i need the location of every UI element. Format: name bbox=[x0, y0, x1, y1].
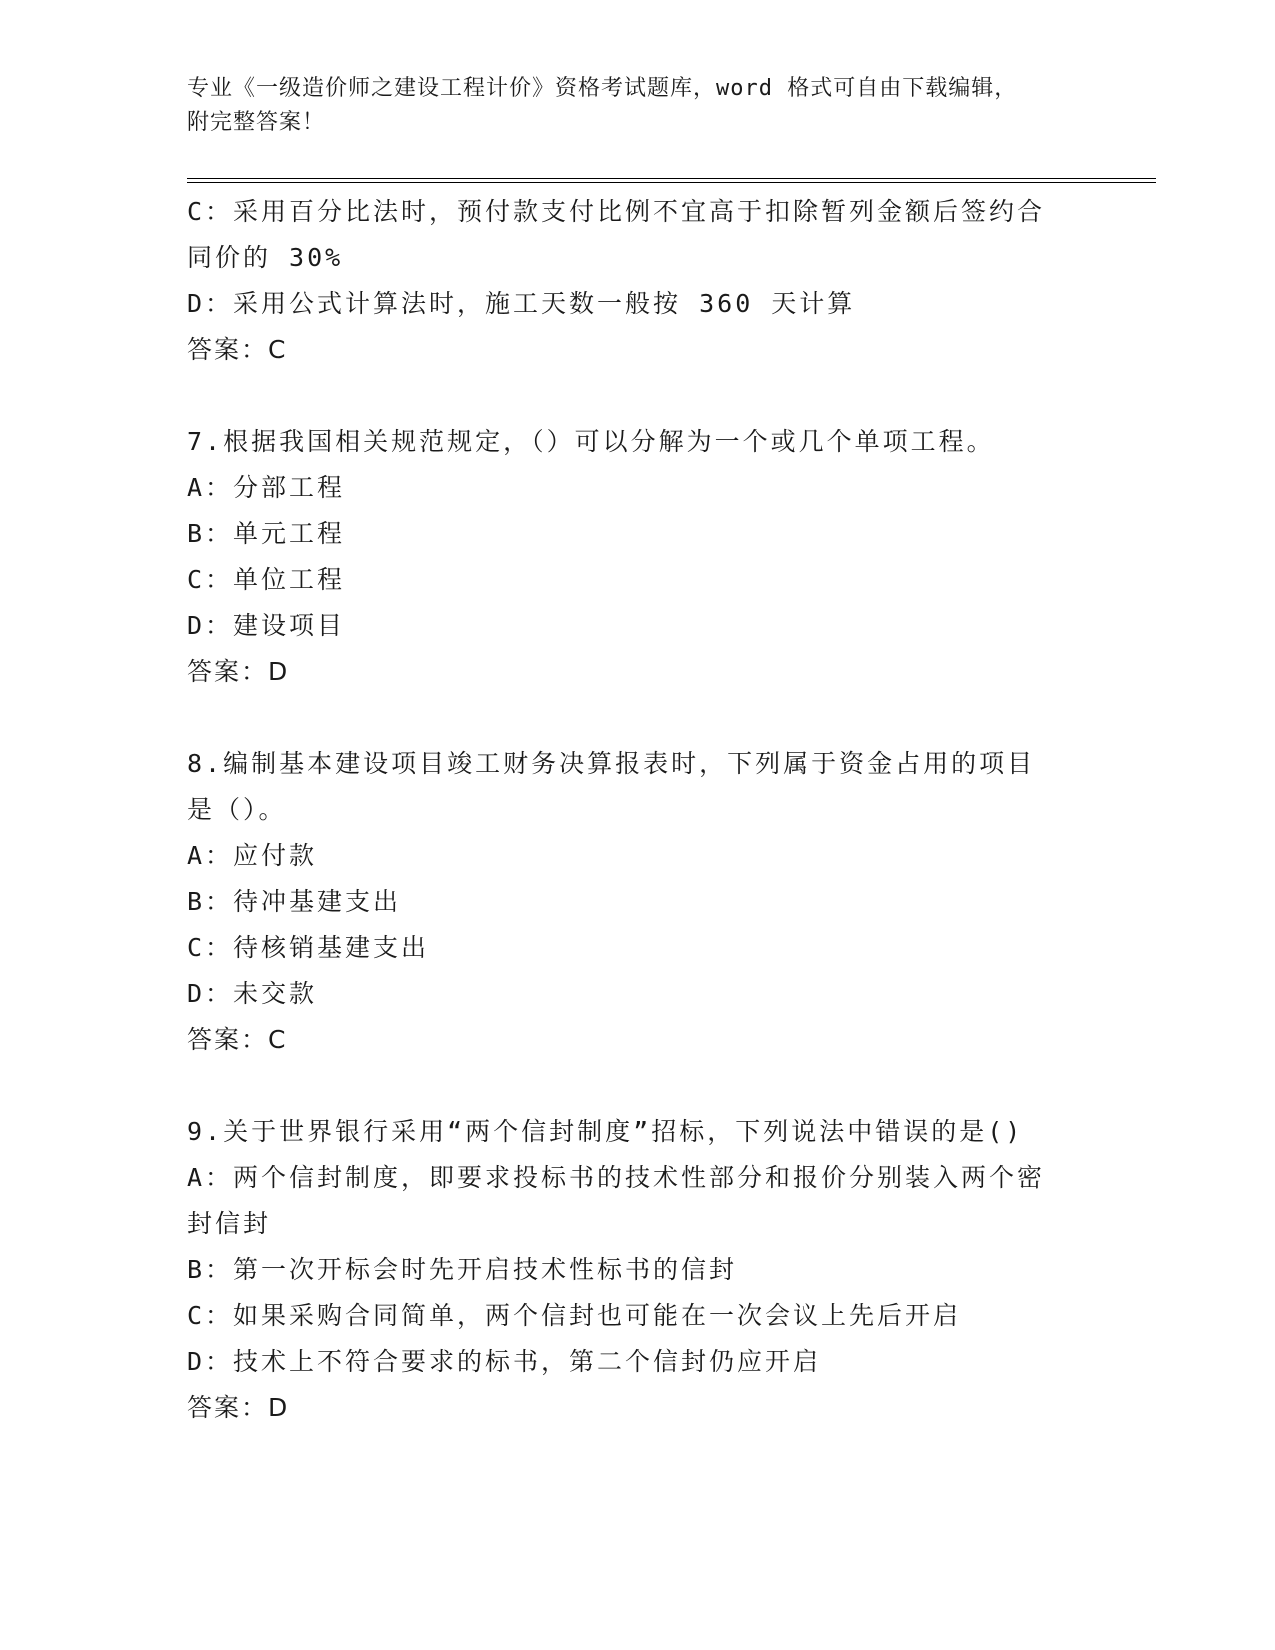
document-header bbox=[187, 72, 1087, 140]
header-divider-bottom bbox=[187, 182, 1156, 183]
option-c: C：单位工程 bbox=[187, 565, 346, 594]
option-a: A：应付款 bbox=[187, 841, 318, 870]
option-c-line-1: C：采用百分比法时，预付款支付比例不宜高于扣除暂列金额后签约合 bbox=[187, 197, 1046, 226]
answer: 答案：C bbox=[187, 335, 288, 364]
option-c-line-2: 同价的 30% bbox=[187, 243, 344, 272]
spacer bbox=[187, 695, 1107, 741]
option-d: D：未交款 bbox=[187, 979, 318, 1008]
question-stem: 7.根据我国相关规范规定，（）可以分解为一个或几个单项工程。 bbox=[187, 427, 995, 456]
option-a: A：分部工程 bbox=[187, 473, 346, 502]
question-6-tail bbox=[187, 189, 1107, 373]
option-b: B：待冲基建支出 bbox=[187, 887, 402, 916]
question-list bbox=[187, 189, 1107, 1431]
answer: 答案：C bbox=[187, 1025, 288, 1054]
header-line-2: 附完整答案！ bbox=[187, 110, 326, 135]
option-c: C：如果采购合同简单，两个信封也可能在一次会议上先后开启 bbox=[187, 1301, 962, 1330]
option-c: C：待核销基建支出 bbox=[187, 933, 430, 962]
spacer bbox=[187, 373, 1107, 419]
option-d: D：建设项目 bbox=[187, 611, 346, 640]
option-b: B：第一次开标会时先开启技术性标书的信封 bbox=[187, 1255, 738, 1284]
question-stem-line-2: 是（）。 bbox=[187, 795, 287, 824]
option-d: D：技术上不符合要求的标书，第二个信封仍应开启 bbox=[187, 1347, 822, 1376]
question-7 bbox=[187, 419, 1107, 695]
question-8 bbox=[187, 741, 1107, 1063]
header-divider-top bbox=[187, 178, 1156, 179]
option-d: D：采用公式计算法时，施工天数一般按 360 天计算 bbox=[187, 289, 856, 318]
option-a-line-1: A：两个信封制度，即要求投标书的技术性部分和报价分别装入两个密 bbox=[187, 1163, 1046, 1192]
question-9 bbox=[187, 1109, 1107, 1431]
header-line-1: 专业《一级造价师之建设工程计价》资格考试题库，word 格式可自由下载编辑， bbox=[187, 76, 1018, 101]
option-a-line-2: 封信封 bbox=[187, 1209, 272, 1238]
answer: 答案：D bbox=[187, 657, 290, 686]
question-stem: 9.关于世界银行采用“两个信封制度”招标，下列说法中错误的是() bbox=[187, 1117, 1024, 1146]
question-stem-line-1: 8.编制基本建设项目竣工财务决算报表时，下列属于资金占用的项目 bbox=[187, 749, 1036, 778]
spacer bbox=[187, 1063, 1107, 1109]
answer: 答案：D bbox=[187, 1393, 290, 1422]
option-b: B：单元工程 bbox=[187, 519, 346, 548]
